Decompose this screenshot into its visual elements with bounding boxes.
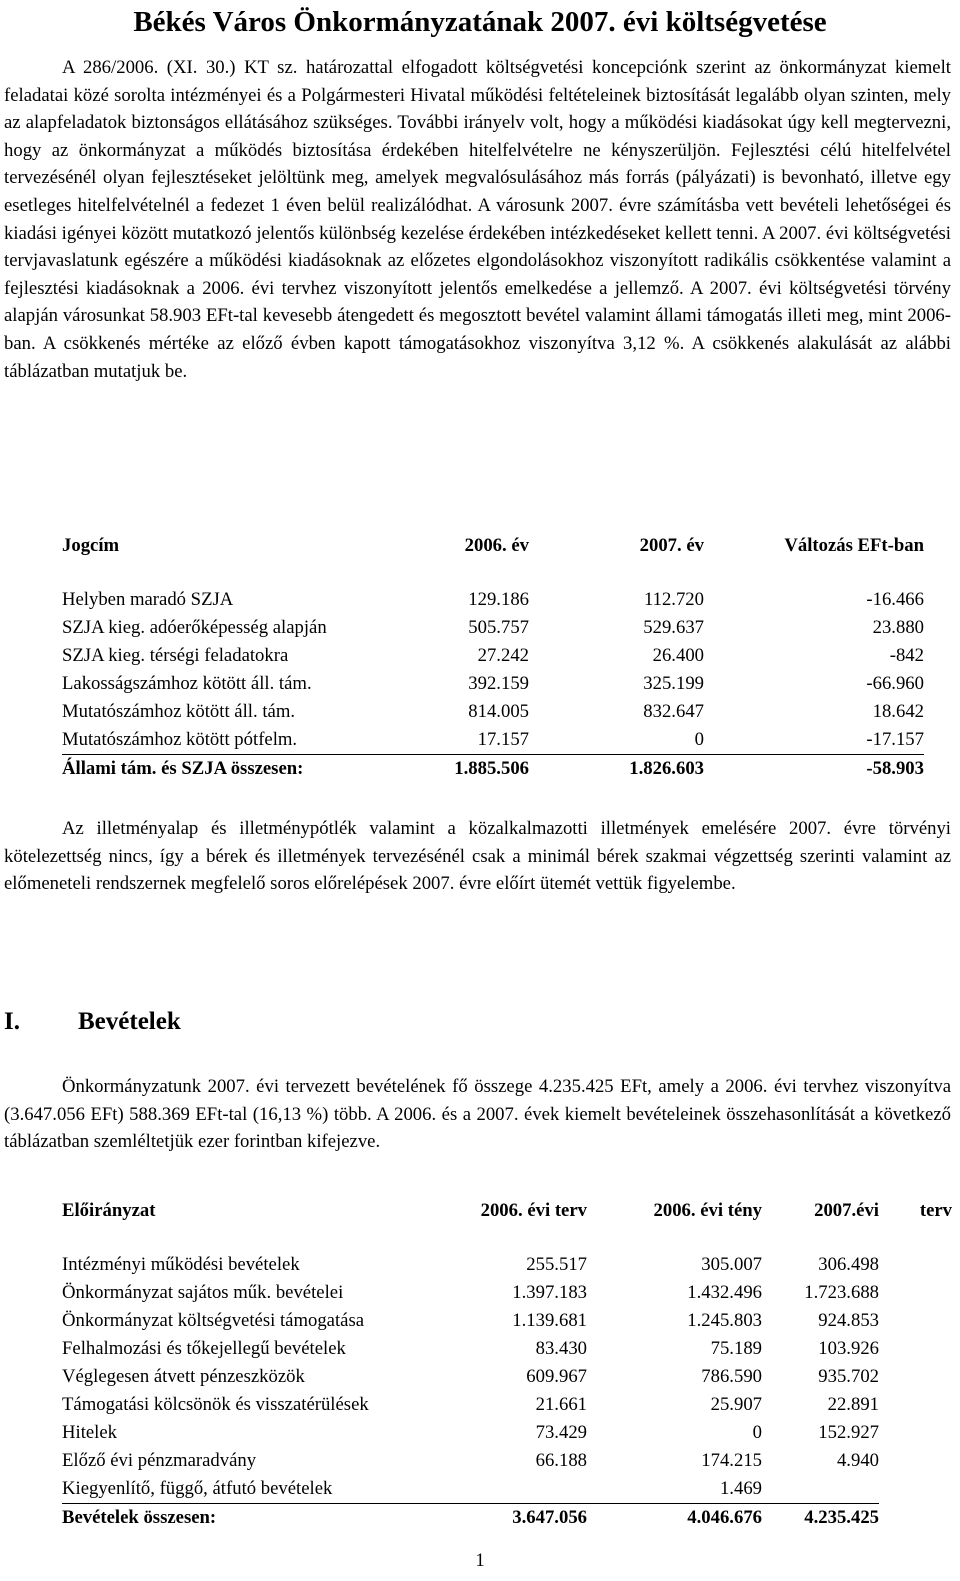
total-value: 4.046.676 <box>687 1507 762 1528</box>
row-label: Felhalmozási és tőkejellegű bevételek <box>62 1338 346 1359</box>
row-label: Mutatószámhoz kötött áll. tám. <box>62 701 296 722</box>
total-value: 3.647.056 <box>512 1507 587 1528</box>
cell-value: 935.702 <box>818 1366 879 1387</box>
table-row <box>62 1307 952 1335</box>
table-row <box>62 1335 952 1363</box>
column-header: 2007.évi <box>814 1200 879 1221</box>
cell-value: 325.199 <box>643 673 704 694</box>
table-row <box>62 586 924 614</box>
cell-value: 75.189 <box>710 1338 762 1359</box>
table-row <box>62 1475 952 1504</box>
row-label: SZJA kieg. adóerőképesség alapján <box>62 617 327 638</box>
total-value: 4.235.425 <box>804 1507 879 1528</box>
cell-value: 103.926 <box>818 1338 879 1359</box>
page-title: Békés Város Önkormányzatának 2007. évi költségvetése <box>133 6 827 38</box>
cell-value: 529.637 <box>643 617 704 638</box>
table-row <box>62 1391 952 1419</box>
cell-value: 4.940 <box>836 1450 879 1471</box>
section-title: Bevételek <box>78 1008 181 1035</box>
row-label: Intézményi működési bevételek <box>62 1254 300 1275</box>
column-header: Előirányzat <box>62 1200 156 1221</box>
cell-value: -66.960 <box>866 673 924 694</box>
cell-value: 832.647 <box>643 701 704 722</box>
table-row <box>62 1279 952 1307</box>
cell-value <box>457 1475 587 1504</box>
cell-value: 23.880 <box>872 617 924 638</box>
cell-value: 255.517 <box>526 1254 587 1275</box>
cell-value: 1.469 <box>587 1475 762 1504</box>
cell-value: 924.853 <box>818 1310 879 1331</box>
row-label: Helyben maradó SZJA <box>62 589 234 610</box>
state-support-table <box>62 532 924 783</box>
row-label: Véglegesen átvett pénzeszközök <box>62 1366 305 1387</box>
revenue-paragraph: Önkormányzatunk 2007. évi tervezett bevételének fő összege 4.235.425 EFt, amely a 2006. évi tervhez viszonyítva (3.647.056 EFt) 588.369 EFt-tal (16,13 %) több. A 2006. és a 2007. évek kiemelt bevételeinek összehasonlítását a következő táblázatban szemléltetjük ezer forintban kifejezve. <box>4 1076 951 1153</box>
cell-value: 1.723.688 <box>804 1282 879 1303</box>
row-label: Kiegyenlítő, függő, átfutó bevételek <box>62 1475 457 1504</box>
column-header: Jogcím <box>62 535 120 556</box>
cell-value <box>762 1475 879 1504</box>
cell-value: 73.429 <box>535 1422 587 1443</box>
column-header: 2006. év <box>464 535 529 556</box>
cell-value: 152.927 <box>818 1422 879 1443</box>
column-header: terv <box>919 1200 952 1221</box>
table-header-row <box>62 532 924 560</box>
table-total-row <box>62 1504 952 1533</box>
table-row <box>62 614 924 642</box>
row-label: Előző évi pénzmaradvány <box>62 1450 257 1471</box>
cell-value: 27.242 <box>477 645 529 666</box>
page-number: 1 <box>475 1550 485 1571</box>
cell-value: 786.590 <box>701 1366 762 1387</box>
total-value: 1.885.506 <box>454 758 529 779</box>
total-label: Állami tám. és SZJA összesen: <box>62 758 304 779</box>
cell-value: 392.159 <box>468 673 529 694</box>
cell-value: -17.157 <box>704 726 924 755</box>
row-label: Lakosságszámhoz kötött áll. tám. <box>62 673 312 694</box>
cell-value: 306.498 <box>818 1254 879 1275</box>
cell-value: 814.005 <box>468 701 529 722</box>
table-header-row <box>62 1197 952 1225</box>
table-row <box>62 1419 952 1447</box>
cell-value: 1.397.183 <box>512 1282 587 1303</box>
cell-value: 25.907 <box>710 1394 762 1415</box>
cell-value: 0 <box>529 726 704 755</box>
total-label: Bevételek összesen: <box>62 1507 217 1528</box>
row-label: Önkormányzat költségvetési támogatása <box>62 1310 365 1331</box>
cell-value: 17.157 <box>418 726 529 755</box>
cell-value: -842 <box>889 645 924 666</box>
column-header: Változás EFt-ban <box>784 535 924 556</box>
table-total-row <box>62 755 924 784</box>
column-header: 2006. évi terv <box>480 1200 587 1221</box>
cell-value: 21.661 <box>535 1394 587 1415</box>
table-row <box>62 642 924 670</box>
total-value: -58.903 <box>866 758 924 779</box>
table-row <box>62 1251 952 1279</box>
cell-value: 66.188 <box>535 1450 587 1471</box>
cell-value: 505.757 <box>468 617 529 638</box>
cell-value: 1.432.496 <box>687 1282 762 1303</box>
section-number: I. <box>4 1008 20 1035</box>
intro-paragraph: A 286/2006. (XI. 30.) KT sz. határozattal elfogadott költségvetési koncepciónk szerint az önkormányzat kiemelt feladatai közé sorolta intézményei és a Polgármesteri Hivatal működési feltételeinek biztosítását legalább olyan szinten, mely az alapfeladatok biztonságos ellátásához szükséges. További irányelv volt, hogy a működési kiadásokat úgy kell megtervezni, hogy az önkormányzat a működés biztosítása érdekében hitelfelvételre ne kényszerüljön. Fejlesztési célú hitelfelvétel tervezésénél olyan fejlesztéseket jelöltünk meg, amelyek megvalósulásához más forrás (pályázati) is bevonható, illetve egy esetleges hitelfelvételnél a fedezet 1 éven belül realizálódhat. A városunk 2007. évre számításba vett bevételi lehetőségei és kiadási igényei között mutatkozó jelentős különbség kezelése érdekében intézkedéseket kellett tenni. A 2007. évi költségvetési tervjavaslatunk egészére a működési kiadásoknak az előzetes elgondolásokhoz viszonyított radikális csökkentése valamint a fejlesztési kiadásoknak a 2006. évi tervhez viszonyított jelentős emelkedése a jellemző. A 2007. évi költségvetési törvény alapján városunkat 58.903 EFt-tal kevesebb átengedett és megosztott bevétel valamint állami támogatás illeti meg, mint 2006-ban. A csökkenés mértéke az előző évben kapott támogatásokhoz viszonyítva 3,12 %. A csökkenés alakulását az alábbi táblázatban mutatjuk be. <box>4 57 951 382</box>
revenue-table <box>62 1197 952 1532</box>
cell-value: 18.642 <box>872 701 924 722</box>
cell-value: 609.967 <box>526 1366 587 1387</box>
row-label: Hitelek <box>62 1422 118 1443</box>
column-header: 2006. évi tény <box>653 1200 762 1221</box>
cell-value: -16.466 <box>866 589 924 610</box>
table-row <box>62 1363 952 1391</box>
section-heading <box>4 1005 181 1039</box>
cell-value: 83.430 <box>535 1338 587 1359</box>
column-header: 2007. év <box>639 535 704 556</box>
cell-value: 305.007 <box>701 1254 762 1275</box>
table-row <box>62 726 924 755</box>
row-label: Támogatási kölcsönök és visszatérülések <box>62 1394 369 1415</box>
cell-value: 22.891 <box>827 1394 879 1415</box>
total-value: 1.826.603 <box>629 758 704 779</box>
cell-value: 26.400 <box>652 645 704 666</box>
cell-value: 0 <box>752 1422 762 1443</box>
table-row <box>62 670 924 698</box>
cell-value: 174.215 <box>701 1450 762 1471</box>
cell-value: 112.720 <box>643 589 704 610</box>
table-row <box>62 1447 952 1475</box>
row-label: Önkormányzat sajátos műk. bevételei <box>62 1282 344 1303</box>
cell-value: 1.245.803 <box>687 1310 762 1331</box>
cell-value: 1.139.681 <box>512 1310 587 1331</box>
salary-paragraph: Az illetményalap és illetménypótlék valamint a közalkalmazotti illetmények emelésére 2007. évre törvényi kötelezettség nincs, így a bérek és illetmények tervezésénél csak a minimál bérek szakmai végzettség szerinti valamint az előmeneteli rendszernek megfelelő soros előrelépések 2007. évre előírt ütemét vettük figyelembe. <box>4 818 951 895</box>
row-label: SZJA kieg. térségi feladatokra <box>62 645 289 666</box>
table-row <box>62 698 924 726</box>
row-label: Mutatószámhoz kötött pótfelm. <box>62 726 418 755</box>
cell-value: 129.186 <box>468 589 529 610</box>
